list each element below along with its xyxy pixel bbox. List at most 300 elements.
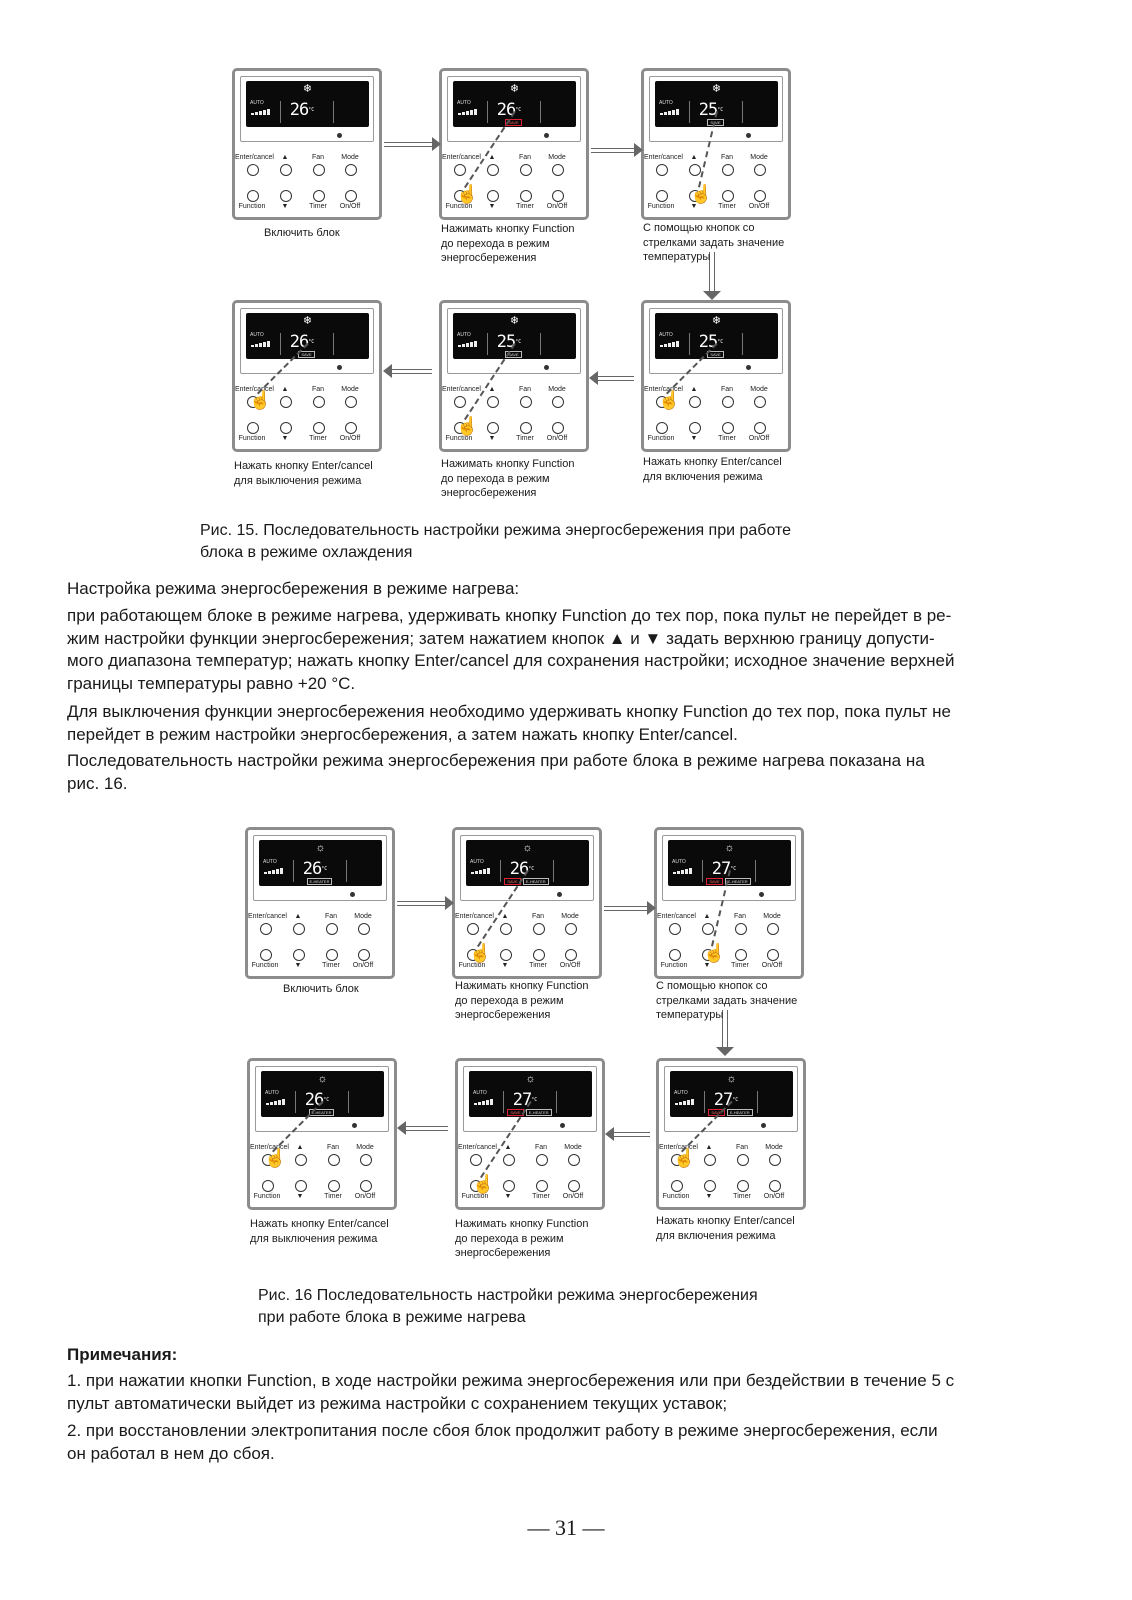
display-badges [487,351,540,358]
mode-label: Mode [341,386,359,393]
note-1: 1. при нажатии кнопки Function, в ходе настройки режима энергосбережения или при бездействии в течение 5 с пульт автоматически выйдет из режима настройки с сохранением текущих уставок; [67,1371,955,1413]
timer-label: Timer [718,203,736,210]
auto-indicator: AUTO [250,100,264,106]
indicator-led [560,1123,565,1128]
on-off-button[interactable] [552,190,564,202]
enter-cancel-label: Enter/cancel [644,154,683,161]
mode-button[interactable] [345,164,357,176]
remote-controller-panel [245,827,395,979]
fan-label: Fan [531,913,545,920]
up-label: ▲ [504,1144,512,1151]
snowflake-icon: ❄ [711,315,722,327]
enter-cancel-button[interactable] [454,164,466,176]
up-label: ▲ [705,1144,713,1151]
down-button[interactable] [500,949,512,961]
down-label: ▼ [703,962,711,969]
on-off-label: On/Off [761,962,783,969]
pointing-hand-icon: ☝ [249,390,272,410]
down-button[interactable] [487,190,499,202]
fan-button[interactable] [326,923,338,935]
arrow-right [384,142,432,147]
fan-label: Fan [735,1144,749,1151]
function-label: Function [647,203,675,210]
fan-speed-icon [471,868,493,874]
up-label: ▲ [501,913,509,920]
display-badge: SAVE [507,1109,523,1116]
arrow-right [604,906,647,911]
display-badge: E-HEATER [727,1109,753,1116]
sun-icon: ☼ [317,1073,328,1085]
on-off-label: On/Off [748,203,770,210]
mode-button[interactable] [565,923,577,935]
up-label: ▲ [703,913,711,920]
display-badge: SAVE [504,878,520,885]
arrow-left [614,1132,650,1137]
indicator-led [746,133,751,138]
up-button[interactable] [293,923,305,935]
display-badges [500,878,553,885]
on-off-label: On/Off [546,203,568,210]
down-button[interactable] [293,949,305,961]
enter-cancel-label: Enter/cancel [235,386,274,393]
mode-button[interactable] [345,396,357,408]
function-button[interactable] [247,190,259,202]
down-button[interactable] [280,422,292,434]
lcd-display [246,81,369,127]
down-label: ▼ [488,435,496,442]
enter-cancel-button[interactable] [454,396,466,408]
arrow-left [598,376,634,381]
down-button[interactable] [689,422,701,434]
mode-button[interactable] [552,396,564,408]
enter-cancel-button[interactable] [669,923,681,935]
on-off-label: On/Off [354,1193,376,1200]
remote-controller-panel [641,300,791,452]
timer-button[interactable] [326,949,338,961]
up-button[interactable] [702,923,714,935]
display-badge: E-HEATER [309,1109,335,1116]
auto-indicator: AUTO [457,332,471,338]
timer-label: Timer [309,203,327,210]
timer-button[interactable] [520,190,532,202]
up-button[interactable] [487,164,499,176]
mode-button[interactable] [754,164,766,176]
up-label: ▲ [690,386,698,393]
timer-label: Timer [718,435,736,442]
fig15-step-6-caption: Нажать кнопку Enter/cancel для включения режима [643,456,782,483]
fig15-step-2-caption: Нажимать кнопку Function до перехода в режим энергосбережения [441,223,575,264]
timer-label: Timer [733,1193,751,1200]
figure-16-caption: Рис. 16 Последовательность настройки режима энергосбережения при работе блока в режиме нагрева [258,1287,758,1326]
on-off-button[interactable] [754,422,766,434]
lcd-display [655,313,778,359]
enter-cancel-label: Enter/cancel [657,913,696,920]
temperature-readout: $26^{^\circ C}$ [289,332,315,352]
fan-label: Fan [720,386,734,393]
down-button[interactable] [295,1180,307,1192]
remote-controller-panel [439,68,589,220]
function-label: Function [461,1193,489,1200]
pointing-hand-icon: ☝ [703,943,726,963]
fig16-step-2-caption: Нажимать кнопку Function до перехода в режим энергосбережения [455,980,589,1021]
on-off-button[interactable] [568,1180,580,1192]
snowflake-icon: ❄ [711,83,722,95]
pointing-hand-icon: ☝ [690,184,713,204]
indicator-led [337,365,342,370]
mode-label: Mode [354,913,372,920]
remote-controller-panel [439,300,589,452]
timer-button[interactable] [722,422,734,434]
fan-speed-icon [251,109,273,115]
down-button[interactable] [503,1180,515,1192]
fan-button[interactable] [313,164,325,176]
on-off-button[interactable] [552,422,564,434]
page-number: — 31 — [527,1515,605,1540]
up-button[interactable] [295,1154,307,1166]
function-label: Function [660,962,688,969]
display-badges [704,1109,757,1116]
fan-speed-icon [474,1099,496,1105]
remote-controller-panel [247,1058,397,1210]
fan-button[interactable] [313,396,325,408]
auto-indicator: AUTO [457,100,471,106]
mode-label: Mode [356,1144,374,1151]
function-label: Function [647,435,675,442]
up-label: ▲ [294,913,302,920]
auto-indicator: AUTO [659,100,673,106]
remote-controller-panel [641,68,791,220]
arrow-right [397,901,445,906]
snowflake-icon: ❄ [509,315,520,327]
on-off-button[interactable] [767,949,779,961]
remote-controller-panel [232,68,382,220]
lcd-display [655,81,778,127]
lcd-display [246,313,369,359]
temperature-readout: $26^{^\circ C}$ [302,859,328,879]
temperature-readout: $25^{^\circ C}$ [698,100,724,120]
mode-label: Mode [561,913,579,920]
fig16-step-4-caption: Нажать кнопку Enter/cancel для выключения режима [250,1218,389,1245]
timer-label: Timer [516,203,534,210]
function-button[interactable] [260,949,272,961]
timer-label: Timer [731,962,749,969]
fan-speed-icon [264,868,286,874]
down-label: ▼ [690,203,698,210]
sun-icon: ☼ [525,1073,536,1085]
temperature-readout: $26^{^\circ C}$ [496,100,522,120]
temperature-readout: $27^{^\circ C}$ [512,1090,538,1110]
mode-button[interactable] [769,1154,781,1166]
mode-label: Mode [564,1144,582,1151]
timer-button[interactable] [520,422,532,434]
display-badge: SAVE [707,351,723,358]
fan-button[interactable] [722,164,734,176]
pointing-hand-icon: ☝ [469,943,492,963]
timer-button[interactable] [533,949,545,961]
on-off-label: On/Off [763,1193,785,1200]
timer-button[interactable] [328,1180,340,1192]
display-badge: E-HEATER [307,878,333,885]
indicator-led [761,1123,766,1128]
fan-speed-icon [660,341,682,347]
pointing-hand-icon: ☝ [456,184,479,204]
up-button[interactable] [689,396,701,408]
mode-button[interactable] [360,1154,372,1166]
enter-cancel-label: Enter/cancel [659,1144,698,1151]
indicator-led [337,133,342,138]
display-badges [689,351,742,358]
fig15-step-4-caption: Нажать кнопку Enter/cancel для выключения режима [234,460,373,487]
note-2: 2. при восстановлении электропитания после сбоя блок продолжит работу в режиме энергосбережения, если он работал в нем до сбоя. [67,1421,938,1463]
function-button[interactable] [656,190,668,202]
arrow-left [406,1126,448,1131]
fan-label: Fan [720,154,734,161]
down-label: ▼ [296,1193,304,1200]
down-label: ▼ [705,1193,713,1200]
on-off-button[interactable] [754,190,766,202]
paragraph-2: Для выключения функции энергосбережения необходимо удерживать кнопку Function до тех пор, пока пульт не перейдет в режим настройки энергосбережения, а затем нажать кнопку Enter/cancel. [67,702,952,744]
enter-cancel-button[interactable] [260,923,272,935]
figure-15-caption: Рис. 15. Последовательность настройки режима энергосбережения при работе блока в режиме охлаждения [200,522,792,561]
fan-label: Fan [518,386,532,393]
timer-label: Timer [529,962,547,969]
timer-label: Timer [322,962,340,969]
indicator-led [544,365,549,370]
pointing-hand-icon: ☝ [472,1174,495,1194]
timer-label: Timer [309,435,327,442]
down-label: ▼ [281,203,289,210]
enter-cancel-button[interactable] [656,164,668,176]
enter-cancel-button[interactable] [470,1154,482,1166]
down-label: ▼ [488,203,496,210]
enter-cancel-label: Enter/cancel [235,154,274,161]
on-off-label: On/Off [562,1193,584,1200]
on-off-button[interactable] [345,422,357,434]
sun-icon: ☼ [724,842,735,854]
timer-button[interactable] [536,1180,548,1192]
arrow-left [392,369,432,374]
timer-label: Timer [532,1193,550,1200]
fan-button[interactable] [735,923,747,935]
mode-button[interactable] [552,164,564,176]
mode-label: Mode [750,154,768,161]
on-off-button[interactable] [358,949,370,961]
remote-controller-panel [654,827,804,979]
fig16-step-3-caption: С помощью кнопок со стрелками задать значение температуры [656,980,798,1021]
fan-label: Fan [311,386,325,393]
lcd-display [670,1071,793,1117]
remote-controller-panel [452,827,602,979]
on-off-button[interactable] [769,1180,781,1192]
display-badge: E-HEATER [523,878,549,885]
fan-button[interactable] [536,1154,548,1166]
fan-button[interactable] [722,396,734,408]
enter-cancel-button[interactable] [467,923,479,935]
temperature-readout: $27^{^\circ C}$ [711,859,737,879]
auto-indicator: AUTO [473,1090,487,1096]
on-off-label: On/Off [339,203,361,210]
on-off-label: On/Off [748,435,770,442]
display-badge: SAVE [707,119,723,126]
display-badge: SAVE [706,878,722,885]
pointing-hand-icon: ☝ [673,1148,696,1168]
indicator-led [544,133,549,138]
timer-button[interactable] [735,949,747,961]
display-badge: E-HEATER [526,1109,552,1116]
sun-icon: ☼ [522,842,533,854]
up-button[interactable] [487,396,499,408]
lcd-display [469,1071,592,1117]
lcd-display [453,313,576,359]
temperature-readout: $26^{^\circ C}$ [304,1090,330,1110]
timer-button[interactable] [737,1180,749,1192]
timer-button[interactable] [313,190,325,202]
on-off-button[interactable] [565,949,577,961]
function-label: Function [662,1193,690,1200]
remote-controller-panel [656,1058,806,1210]
auto-indicator: AUTO [265,1090,279,1096]
enter-cancel-label: Enter/cancel [455,913,494,920]
fig15-step-1-caption: Включить блок [264,227,340,239]
enter-cancel-label: Enter/cancel [442,154,481,161]
enter-cancel-label: Enter/cancel [442,386,481,393]
fig16-step-5-caption: Нажимать кнопку Function до перехода в режим энергосбережения [455,1218,589,1259]
auto-indicator: AUTO [674,1090,688,1096]
fan-button[interactable] [520,396,532,408]
fan-speed-icon [251,341,273,347]
temperature-readout: $26^{^\circ C}$ [289,100,315,120]
timer-button[interactable] [722,190,734,202]
up-label: ▲ [281,386,289,393]
enter-cancel-label: Enter/cancel [644,386,683,393]
indicator-led [350,892,355,897]
up-label: ▲ [281,154,289,161]
fan-label: Fan [518,154,532,161]
snowflake-icon: ❄ [302,315,313,327]
mode-button[interactable] [754,396,766,408]
fan-speed-icon [266,1099,288,1105]
fan-label: Fan [324,913,338,920]
function-button[interactable] [656,422,668,434]
down-label: ▼ [294,962,302,969]
timer-label: Timer [324,1193,342,1200]
fig15-step-3-caption: С помощью кнопок со стрелками задать значение температуры [643,222,785,263]
mode-label: Mode [763,913,781,920]
up-button[interactable] [280,396,292,408]
fan-speed-icon [673,868,695,874]
auto-indicator: AUTO [659,332,673,338]
mode-button[interactable] [358,923,370,935]
auto-indicator: AUTO [672,859,686,865]
sun-icon: ☼ [315,842,326,854]
function-label: Function [253,1193,281,1200]
function-button[interactable] [669,949,681,961]
sun-icon: ☼ [726,1073,737,1085]
on-off-label: On/Off [546,435,568,442]
fig15-step-5-caption: Нажимать кнопку Function до перехода в режим энергосбережения [441,458,575,499]
timer-button[interactable] [313,422,325,434]
lcd-display [668,840,791,886]
fan-label: Fan [326,1144,340,1151]
lcd-display [453,81,576,127]
down-button[interactable] [280,190,292,202]
fan-speed-icon [660,109,682,115]
temperature-readout: $27^{^\circ C}$ [713,1090,739,1110]
function-button[interactable] [247,422,259,434]
display-badge: SAVE [298,351,314,358]
function-button[interactable] [671,1180,683,1192]
down-label: ▼ [281,435,289,442]
down-label: ▼ [690,435,698,442]
mode-button[interactable] [568,1154,580,1166]
indicator-led [352,1123,357,1128]
up-button[interactable] [503,1154,515,1166]
display-badges [503,1109,556,1116]
up-button[interactable] [280,164,292,176]
down-label: ▼ [501,962,509,969]
pointing-hand-icon: ☝ [456,416,479,436]
display-badges [487,119,540,126]
paragraph-1: при работающем блоке в режиме нагрева, удерживать кнопку Function до тех пор, пока пульт не перейдет в ре- жим настройки функции энергосбережения; затем нажатием кнопок ▲ и ▼ задать верхнюю границу допусти- мого диапазона температур; нажать кнопку Enter/cancel для сохранения настройки; исходное значение верхней границы температуры равно +20 °С. [67,606,955,693]
fan-speed-icon [458,109,480,115]
on-off-button[interactable] [345,190,357,202]
function-button[interactable] [262,1180,274,1192]
fan-label: Fan [733,913,747,920]
remote-controller-panel [232,300,382,452]
display-badges [280,351,333,358]
mode-label: Mode [548,386,566,393]
snowflake-icon: ❄ [302,83,313,95]
down-label: ▼ [504,1193,512,1200]
lcd-display [466,840,589,886]
lcd-display [261,1071,384,1117]
function-label: Function [445,203,473,210]
down-button[interactable] [487,422,499,434]
up-button[interactable] [500,923,512,935]
up-label: ▲ [488,386,496,393]
auto-indicator: AUTO [470,859,484,865]
fan-speed-icon [458,341,480,347]
fig16-step-6-caption: Нажать кнопку Enter/cancel для включения режима [656,1215,795,1242]
on-off-button[interactable] [360,1180,372,1192]
display-badges [295,1109,348,1116]
heating-mode-title: Настройка режима энергосбережения в режиме нагрева: [67,579,520,598]
fan-button[interactable] [328,1154,340,1166]
on-off-label: On/Off [559,962,581,969]
temperature-readout: $25^{^\circ C}$ [698,332,724,352]
display-badge: SAVE [708,1109,724,1116]
fan-label: Fan [311,154,325,161]
mode-label: Mode [341,154,359,161]
function-label: Function [458,962,486,969]
enter-cancel-button[interactable] [247,164,259,176]
enter-cancel-label: Enter/cancel [248,913,287,920]
temperature-readout: $25^{^\circ C}$ [496,332,522,352]
enter-cancel-label: Enter/cancel [250,1144,289,1151]
fan-button[interactable] [533,923,545,935]
mode-label: Mode [548,154,566,161]
function-label: Function [445,435,473,442]
up-button[interactable] [704,1154,716,1166]
mode-label: Mode [750,386,768,393]
fan-button[interactable] [737,1154,749,1166]
fig16-step-1-caption: Включить блок [283,983,359,995]
fan-button[interactable] [520,164,532,176]
down-button[interactable] [704,1180,716,1192]
mode-button[interactable] [767,923,779,935]
up-button[interactable] [689,164,701,176]
pointing-hand-icon: ☝ [264,1148,287,1168]
